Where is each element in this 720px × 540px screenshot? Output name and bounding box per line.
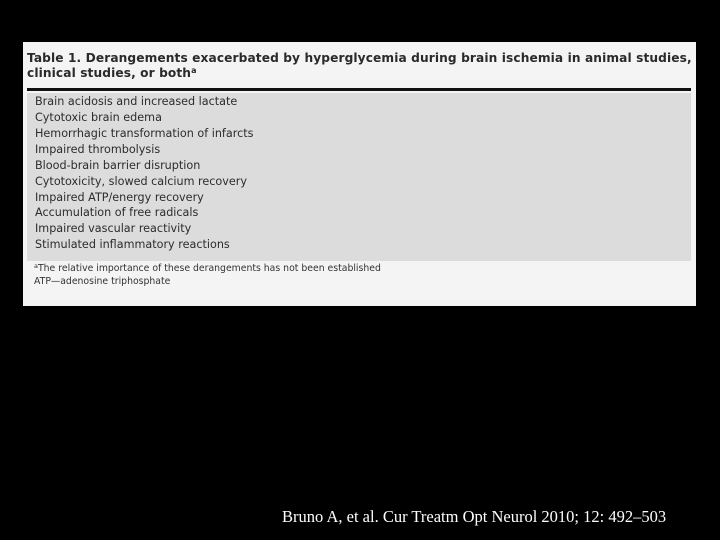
footnote-abbreviation: ATP—adenosine triphosphate bbox=[34, 276, 171, 287]
table-row: Impaired vascular reactivity bbox=[35, 222, 192, 235]
table-footnotes bbox=[34, 262, 684, 288]
table-row: Cytotoxicity, slowed calcium recovery bbox=[35, 175, 248, 188]
table-title bbox=[27, 51, 693, 81]
table-row: Cytotoxic brain edema bbox=[35, 111, 162, 124]
table-row: Blood-brain barrier disruption bbox=[35, 159, 201, 172]
footnote-marker: a bbox=[34, 262, 38, 270]
footnote-a-text: The relative importance of these derangements has not been established bbox=[37, 263, 381, 274]
table-row: Impaired thrombolysis bbox=[35, 143, 161, 156]
table-card bbox=[23, 42, 696, 306]
table-row: Stimulated inflammatory reactions bbox=[35, 238, 230, 251]
table-body bbox=[27, 93, 691, 261]
footnote-a bbox=[34, 262, 684, 275]
table-title-text: Table 1. Derangements exacerbated by hyperglycemia during brain ischemia in animal studies, clinical studies, or both bbox=[27, 51, 692, 80]
citation: Bruno A, et al. Cur Treatm Opt Neurol 2010; 12: 492–503 bbox=[282, 507, 667, 526]
table-title-marker: a bbox=[191, 66, 197, 75]
table-header-rule bbox=[27, 88, 691, 91]
table-row: Impaired ATP/energy recovery bbox=[35, 191, 204, 204]
table-row: Brain acidosis and increased lactate bbox=[35, 95, 238, 108]
table-row: Accumulation of free radicals bbox=[35, 206, 199, 219]
table-row: Hemorrhagic transformation of infarcts bbox=[35, 127, 254, 140]
